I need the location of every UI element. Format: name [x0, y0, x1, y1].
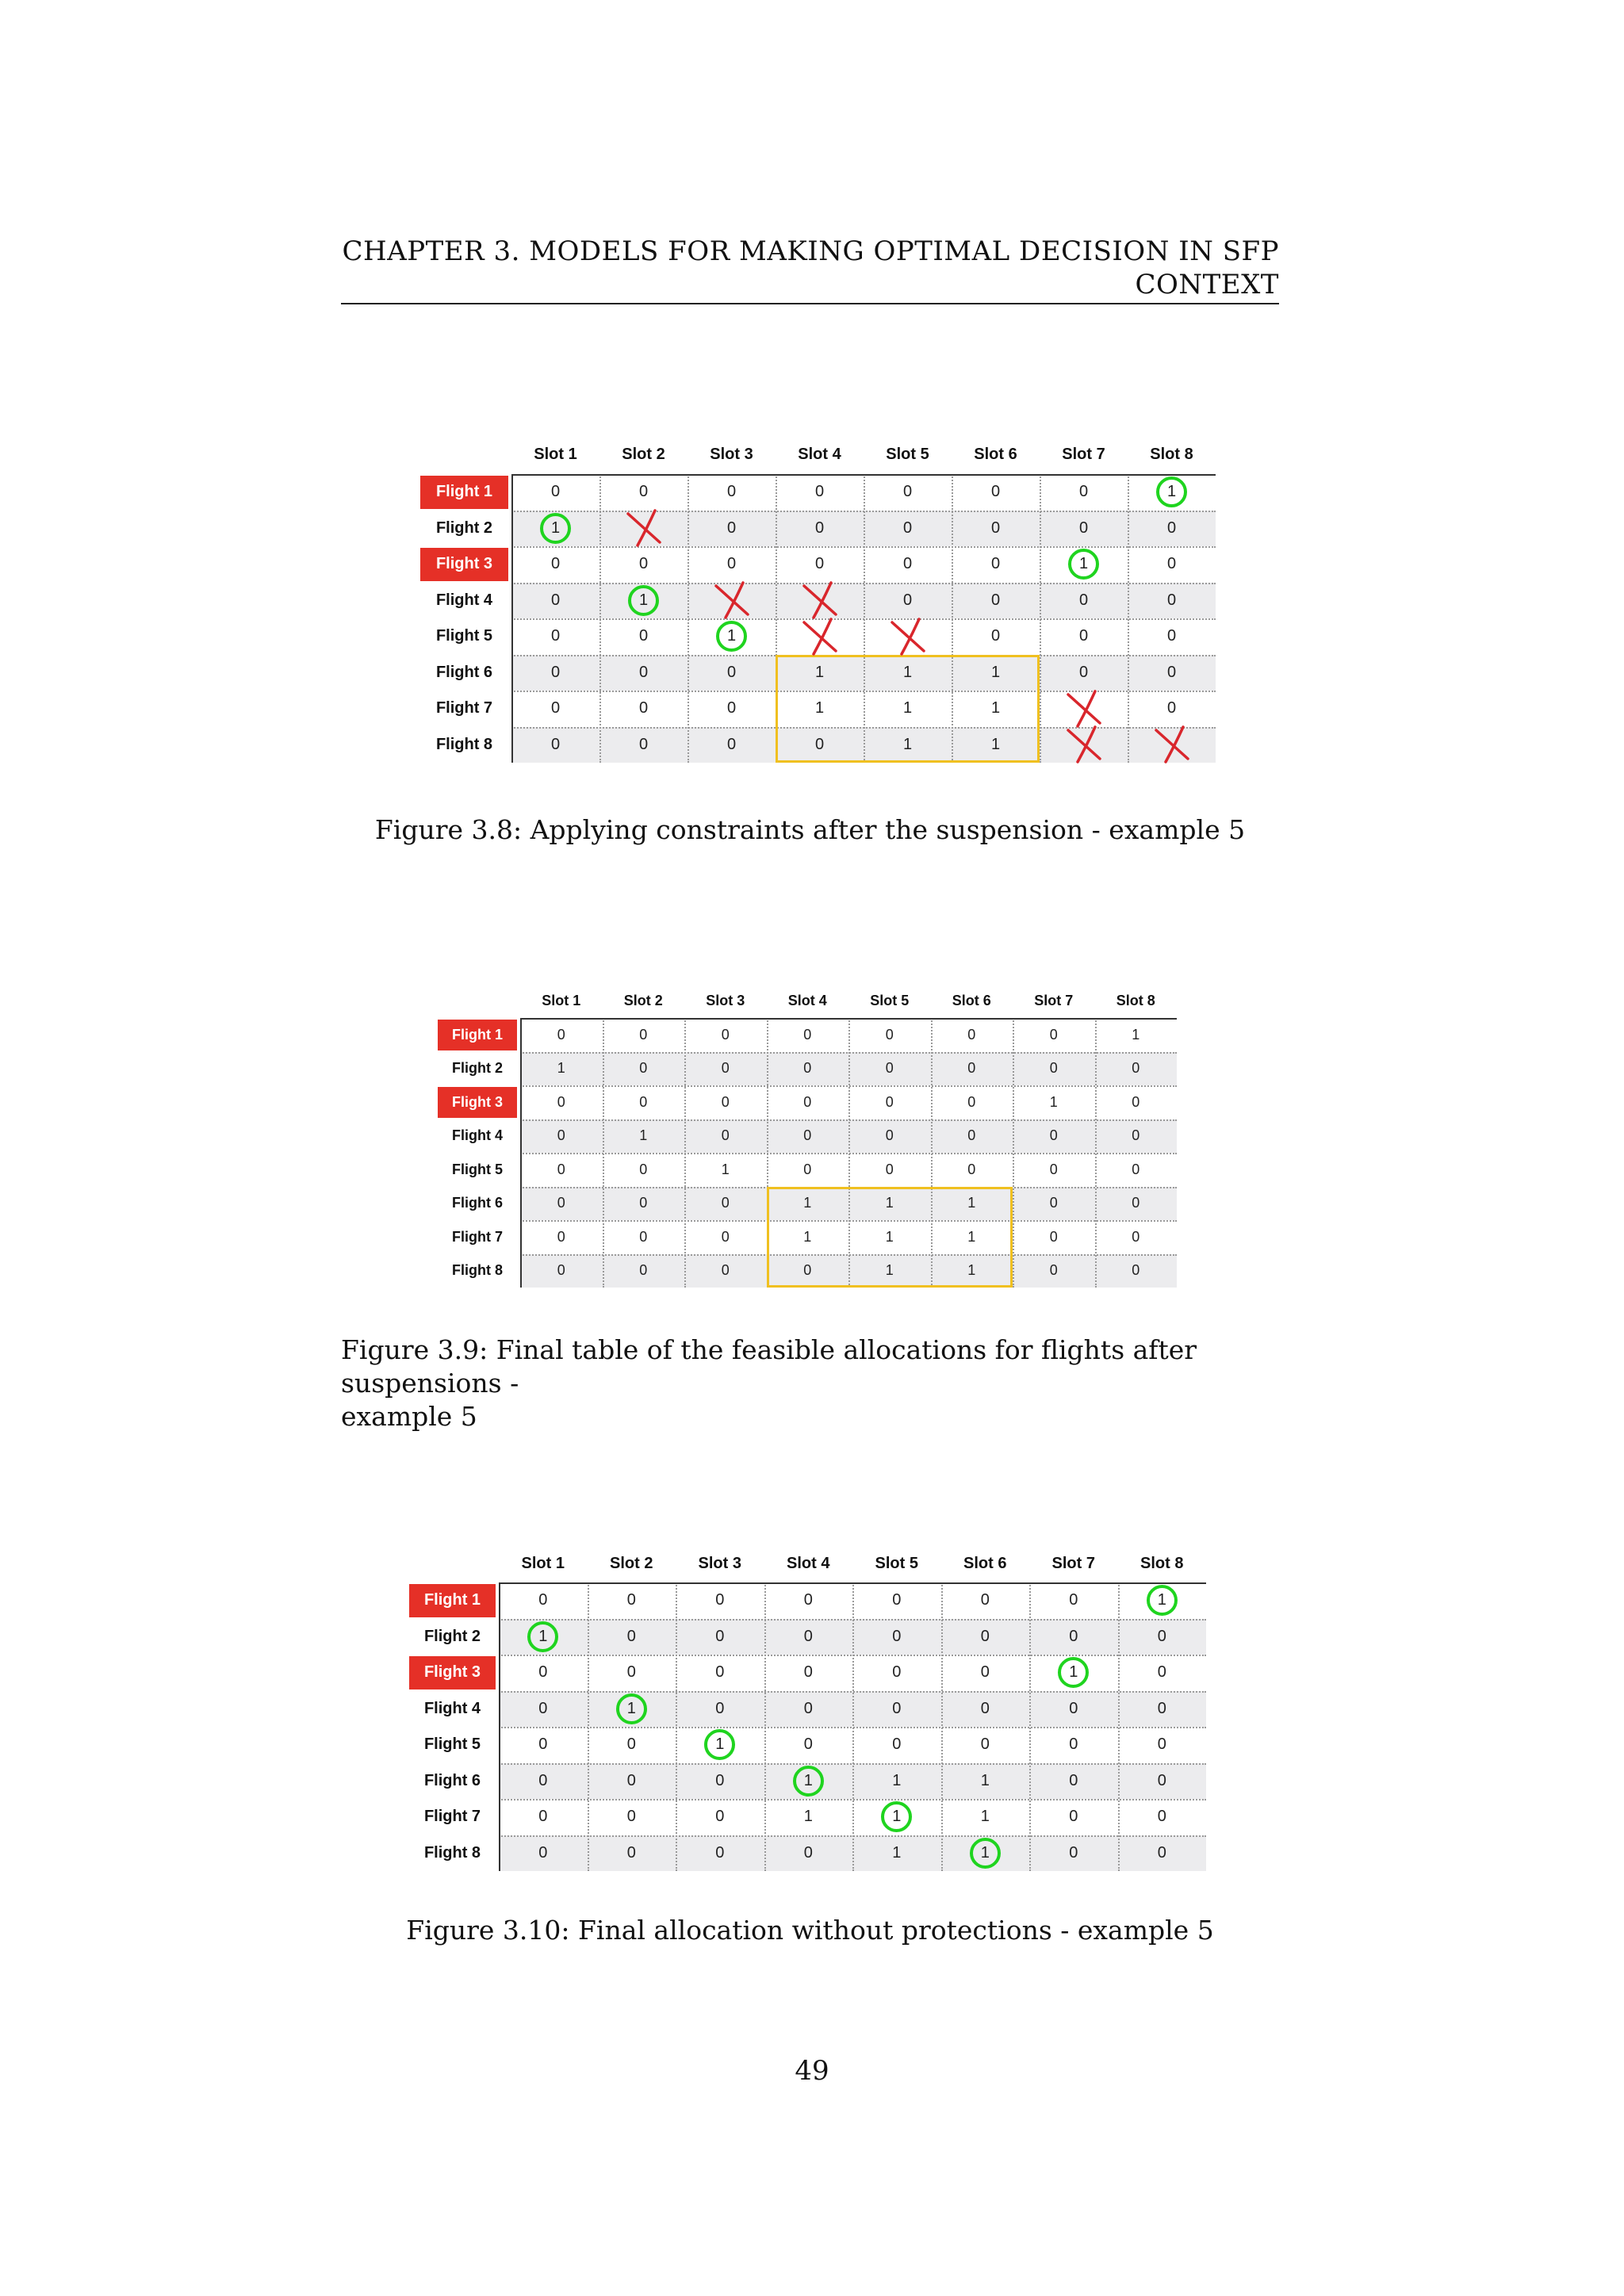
cell-value: 0	[892, 1627, 902, 1645]
cell-value: 0	[980, 1591, 990, 1609]
slot-header: Slot 4	[787, 992, 827, 1008]
cell-value: 0	[1157, 1808, 1166, 1826]
cell-value: 1	[892, 1808, 902, 1826]
cell-value: 0	[557, 1026, 565, 1043]
cell-value: 0	[1157, 1843, 1166, 1862]
figure-3-9-caption-line-2: example 5	[341, 1401, 477, 1432]
cell-value: 1	[990, 735, 1001, 753]
cell-value: 1	[1049, 1093, 1058, 1110]
cell-value: 0	[639, 1228, 648, 1245]
cell-value: 0	[721, 1127, 730, 1144]
slot-header: Slot 7	[1034, 992, 1074, 1008]
cell-value: 0	[1078, 519, 1089, 537]
cell-value: 0	[557, 1127, 565, 1144]
slot-header: Slot 4	[787, 1554, 830, 1572]
allocation-circle-icon	[527, 1621, 558, 1652]
cell-value: 0	[803, 1663, 813, 1682]
flight-label: Flight 5	[435, 627, 493, 645]
slot-header: Slot 8	[1140, 1554, 1184, 1572]
cell-value: 0	[803, 1093, 812, 1110]
cell-value: 0	[550, 699, 561, 718]
cell-value: 0	[1132, 1161, 1140, 1177]
cell-value: 1	[902, 735, 913, 753]
cell-value: 0	[892, 1663, 902, 1682]
cell-value: 1	[980, 1771, 990, 1789]
flight-label: Flight 2	[423, 1627, 481, 1645]
cell-value: 0	[803, 1591, 813, 1609]
feasible-region-box	[767, 1187, 1013, 1288]
cell-value: 0	[550, 735, 561, 753]
cell-value: 0	[1078, 663, 1089, 681]
cell-value: 0	[803, 1161, 812, 1177]
cell-value: 0	[967, 1161, 976, 1177]
slot-header: Slot 1	[542, 992, 581, 1008]
cell-value: 1	[803, 1808, 813, 1826]
cell-value: 0	[550, 663, 561, 681]
flight-label: Flight 7	[452, 1228, 503, 1245]
figure-3-10-table	[409, 1544, 1208, 1868]
cell-value: 0	[626, 1808, 636, 1826]
cell-value: 1	[967, 1262, 976, 1279]
cell-value: 0	[1069, 1808, 1078, 1826]
cell-value: 0	[967, 1127, 976, 1144]
cell-value: 0	[639, 1161, 648, 1177]
cell-value: 0	[726, 735, 737, 753]
cell-value: 0	[638, 627, 649, 645]
cell-value: 1	[538, 1627, 548, 1645]
excluded-cross-icon	[1063, 688, 1105, 729]
excluded-cross-icon	[711, 580, 753, 621]
allocation-circle-icon	[616, 1693, 647, 1724]
flight-label: Flight 7	[435, 699, 493, 718]
cell-value: 0	[892, 1699, 902, 1717]
cell-value: 0	[902, 555, 913, 573]
cell-value: 0	[726, 555, 737, 573]
cell-value: 1	[814, 699, 825, 718]
slot-header: Slot 1	[534, 445, 577, 463]
excluded-cross-icon	[1151, 724, 1193, 765]
cell-value: 0	[885, 1161, 894, 1177]
cell-value: 0	[1157, 1627, 1166, 1645]
cell-value: 0	[803, 1735, 813, 1754]
cell-value: 0	[990, 483, 1001, 501]
cell-value: 0	[1049, 1127, 1058, 1144]
excluded-cross-icon	[623, 507, 665, 549]
cell-value: 0	[1069, 1771, 1078, 1789]
cell-value: 0	[1166, 591, 1177, 609]
slot-header: Slot 5	[870, 992, 910, 1008]
figure-3-9-caption-line-1: Figure 3.9: Final table of the feasible allocations for flights after suspensions -	[341, 1334, 1197, 1399]
figure-3-8-caption: Figure 3.8: Applying constraints after the suspension - example 5	[374, 814, 1246, 845]
cell-value: 0	[803, 1262, 812, 1279]
flight-label: Flight 2	[452, 1060, 503, 1077]
cell-value: 1	[967, 1195, 976, 1211]
flight-label: Flight 8	[452, 1262, 503, 1279]
cell-value: 0	[892, 1591, 902, 1609]
cell-value: 1	[980, 1843, 990, 1862]
cell-value: 0	[538, 1663, 548, 1682]
cell-value: 0	[967, 1026, 976, 1043]
cell-value: 0	[803, 1026, 812, 1043]
cell-value: 0	[638, 735, 649, 753]
cell-value: 1	[892, 1771, 902, 1789]
cell-value: 0	[639, 1262, 648, 1279]
flight-label: Flight 1	[420, 476, 508, 509]
cell-value: 0	[1132, 1127, 1140, 1144]
flight-label: Flight 1	[409, 1584, 496, 1617]
slot-header: Slot 6	[963, 1554, 1007, 1572]
allocation-circle-icon	[628, 585, 659, 616]
cell-value: 0	[1069, 1735, 1078, 1754]
cell-value: 0	[1157, 1735, 1166, 1754]
cell-value: 0	[1069, 1627, 1078, 1645]
header-rule	[341, 303, 1279, 304]
cell-value: 0	[990, 519, 1001, 537]
cell-value: 0	[715, 1591, 725, 1609]
cell-value: 0	[885, 1060, 894, 1077]
cell-value: 0	[1132, 1228, 1140, 1245]
cell-value: 0	[1049, 1195, 1058, 1211]
cell-value: 0	[1049, 1026, 1058, 1043]
cell-value: 1	[902, 663, 913, 681]
cell-value: 1	[557, 1060, 565, 1077]
cell-value: 0	[980, 1663, 990, 1682]
cell-value: 0	[557, 1093, 565, 1110]
running-header	[341, 235, 1279, 301]
allocation-circle-icon	[1147, 1585, 1178, 1616]
figure-3-9-table	[438, 983, 1179, 1291]
slot-header: Slot 3	[698, 1554, 741, 1572]
cell-value: 1	[1166, 483, 1177, 501]
excluded-cross-icon	[799, 616, 841, 657]
cell-value: 0	[715, 1663, 725, 1682]
allocation-circle-icon	[540, 513, 571, 544]
figure-3-10-caption: Figure 3.10: Final allocation without protections - example 5	[406, 1915, 1214, 1946]
cell-value: 0	[626, 1735, 636, 1754]
cell-value: 0	[1069, 1843, 1078, 1862]
cell-value: 0	[638, 483, 649, 501]
cell-value: 0	[902, 591, 913, 609]
cell-value: 0	[1166, 555, 1177, 573]
cell-value: 0	[721, 1060, 730, 1077]
cell-value: 1	[803, 1228, 812, 1245]
cell-value: 1	[803, 1771, 813, 1789]
cell-value: 0	[980, 1699, 990, 1717]
cell-value: 0	[721, 1262, 730, 1279]
cell-value: 0	[639, 1060, 648, 1077]
cell-value: 0	[638, 699, 649, 718]
cell-value: 0	[557, 1262, 565, 1279]
cell-value: 1	[721, 1161, 730, 1177]
cell-value: 1	[902, 699, 913, 718]
cell-value: 0	[639, 1026, 648, 1043]
flight-label: Flight 8	[435, 735, 493, 753]
cell-value: 0	[1049, 1228, 1058, 1245]
slot-header: Slot 6	[974, 445, 1017, 463]
cell-value: 1	[638, 591, 649, 609]
cell-value: 0	[967, 1060, 976, 1077]
slot-header: Slot 8	[1116, 992, 1155, 1008]
slot-header: Slot 1	[521, 1554, 565, 1572]
flight-label: Flight 2	[435, 519, 493, 537]
excluded-cross-icon	[1063, 724, 1105, 765]
cell-value: 0	[726, 519, 737, 537]
cell-value: 0	[814, 735, 825, 753]
cell-value: 1	[639, 1127, 648, 1144]
feasible-region-box	[776, 655, 1040, 763]
cell-value: 0	[550, 483, 561, 501]
flight-label: Flight 5	[423, 1735, 481, 1754]
flight-label: Flight 4	[452, 1127, 503, 1144]
header-line-1: CHAPTER 3. MODELS FOR MAKING OPTIMAL DECISION IN SFP	[342, 235, 1279, 267]
cell-value: 0	[1166, 663, 1177, 681]
cell-value: 0	[902, 519, 913, 537]
cell-value: 0	[814, 519, 825, 537]
cell-value: 0	[726, 663, 737, 681]
cell-value: 0	[1166, 699, 1177, 718]
cell-value: 0	[638, 663, 649, 681]
flight-label: Flight 6	[435, 663, 493, 681]
cell-value: 0	[721, 1195, 730, 1211]
slot-header: Slot 7	[1051, 1554, 1095, 1572]
excluded-cross-icon	[887, 616, 929, 657]
cell-value: 0	[538, 1735, 548, 1754]
cell-value: 1	[726, 627, 737, 645]
cell-value: 1	[980, 1808, 990, 1826]
cell-value: 0	[626, 1843, 636, 1862]
flight-label: Flight 3	[438, 1087, 517, 1118]
cell-value: 0	[550, 627, 561, 645]
slot-header: Slot 2	[610, 1554, 653, 1572]
cell-value: 0	[885, 1127, 894, 1144]
cell-value: 0	[1157, 1771, 1166, 1789]
cell-value: 0	[1069, 1591, 1078, 1609]
cell-value: 0	[1132, 1262, 1140, 1279]
cell-value: 1	[550, 519, 561, 537]
figure-3-8-table	[420, 434, 1221, 767]
cell-value: 1	[715, 1735, 725, 1754]
cell-value: 0	[626, 1663, 636, 1682]
flight-label: Flight 4	[435, 591, 493, 609]
slot-header: Slot 6	[952, 992, 991, 1008]
cell-value: 0	[803, 1627, 813, 1645]
cell-value: 0	[803, 1843, 813, 1862]
cell-value: 0	[538, 1843, 548, 1862]
cell-value: 0	[1166, 627, 1177, 645]
flight-label: Flight 4	[423, 1699, 481, 1717]
cell-value: 0	[726, 483, 737, 501]
header-line-2: CONTEXT	[1135, 269, 1279, 300]
cell-value: 0	[1157, 1663, 1166, 1682]
slot-header: Slot 8	[1150, 445, 1193, 463]
cell-value: 0	[626, 1627, 636, 1645]
slot-header: Slot 5	[875, 1554, 918, 1572]
cell-value: 0	[538, 1699, 548, 1717]
cell-value: 0	[721, 1228, 730, 1245]
cell-value: 0	[990, 627, 1001, 645]
page-number: 49	[795, 2055, 829, 2087]
cell-value: 0	[814, 483, 825, 501]
allocation-circle-icon	[970, 1838, 1001, 1869]
slot-header: Slot 3	[706, 992, 745, 1008]
cell-value: 0	[639, 1195, 648, 1211]
cell-value: 0	[721, 1026, 730, 1043]
cell-value: 0	[1049, 1161, 1058, 1177]
cell-value: 1	[803, 1195, 812, 1211]
allocation-circle-icon	[1068, 549, 1099, 580]
flight-label: Flight 7	[423, 1808, 481, 1826]
cell-value: 1	[885, 1262, 894, 1279]
flight-label: Flight 1	[438, 1020, 517, 1050]
cell-value: 1	[814, 663, 825, 681]
slot-header: Slot 7	[1062, 445, 1105, 463]
cell-value: 0	[538, 1591, 548, 1609]
cell-value: 0	[1049, 1060, 1058, 1077]
cell-value: 0	[550, 591, 561, 609]
flight-label: Flight 8	[423, 1843, 481, 1862]
cell-value: 1	[1132, 1026, 1140, 1043]
cell-value: 0	[1069, 1699, 1078, 1717]
cell-value: 0	[1132, 1060, 1140, 1077]
cell-value: 0	[715, 1627, 725, 1645]
cell-value: 1	[1069, 1663, 1078, 1682]
cell-value: 0	[1078, 483, 1089, 501]
flight-label: Flight 3	[420, 548, 508, 581]
cell-value: 1	[990, 663, 1001, 681]
cell-value: 0	[1078, 627, 1089, 645]
cell-value: 0	[885, 1026, 894, 1043]
cell-value: 0	[967, 1093, 976, 1110]
allocation-circle-icon	[1156, 476, 1187, 507]
cell-value: 0	[726, 699, 737, 718]
cell-value: 0	[557, 1195, 565, 1211]
cell-value: 0	[885, 1093, 894, 1110]
cell-value: 1	[967, 1228, 976, 1245]
cell-value: 0	[538, 1808, 548, 1826]
cell-value: 0	[715, 1699, 725, 1717]
cell-value: 0	[715, 1843, 725, 1862]
cell-value: 0	[550, 555, 561, 573]
allocation-circle-icon	[716, 621, 747, 652]
cell-value: 0	[902, 483, 913, 501]
cell-value: 1	[885, 1195, 894, 1211]
cell-value: 0	[990, 591, 1001, 609]
flight-label: Flight 5	[452, 1161, 503, 1177]
flight-label: Flight 6	[423, 1771, 481, 1789]
slot-header: Slot 2	[623, 992, 663, 1008]
cell-value: 1	[990, 699, 1001, 718]
cell-value: 0	[721, 1093, 730, 1110]
cell-value: 0	[1132, 1093, 1140, 1110]
cell-value: 1	[1078, 555, 1089, 573]
cell-value: 0	[1049, 1262, 1058, 1279]
cell-value: 0	[980, 1627, 990, 1645]
cell-value: 0	[980, 1735, 990, 1754]
cell-value: 1	[892, 1843, 902, 1862]
slot-header: Slot 4	[798, 445, 841, 463]
cell-value: 0	[803, 1699, 813, 1717]
cell-value: 0	[1078, 591, 1089, 609]
cell-value: 0	[557, 1161, 565, 1177]
cell-value: 0	[892, 1735, 902, 1754]
cell-value: 1	[885, 1228, 894, 1245]
slot-header: Slot 3	[710, 445, 753, 463]
flight-label: Flight 3	[409, 1656, 496, 1689]
cell-value: 1	[626, 1699, 636, 1717]
slot-header: Slot 2	[622, 445, 665, 463]
figure-3-9-caption	[341, 1334, 1279, 1433]
cell-value: 1	[1157, 1591, 1166, 1609]
allocation-circle-icon	[793, 1766, 824, 1797]
cell-value: 0	[814, 555, 825, 573]
cell-value: 0	[715, 1771, 725, 1789]
cell-value: 0	[626, 1591, 636, 1609]
cell-value: 0	[715, 1808, 725, 1826]
cell-value: 0	[1166, 519, 1177, 537]
cell-value: 0	[1132, 1195, 1140, 1211]
flight-label: Flight 6	[452, 1195, 503, 1211]
cell-value: 0	[639, 1093, 648, 1110]
slot-header: Slot 5	[886, 445, 929, 463]
cell-value: 0	[803, 1060, 812, 1077]
excluded-cross-icon	[799, 580, 841, 621]
cell-value: 0	[557, 1228, 565, 1245]
cell-value: 0	[1157, 1699, 1166, 1717]
cell-value: 0	[990, 555, 1001, 573]
cell-value: 0	[538, 1771, 548, 1789]
cell-value: 0	[638, 555, 649, 573]
cell-value: 0	[626, 1771, 636, 1789]
cell-value: 0	[803, 1127, 812, 1144]
